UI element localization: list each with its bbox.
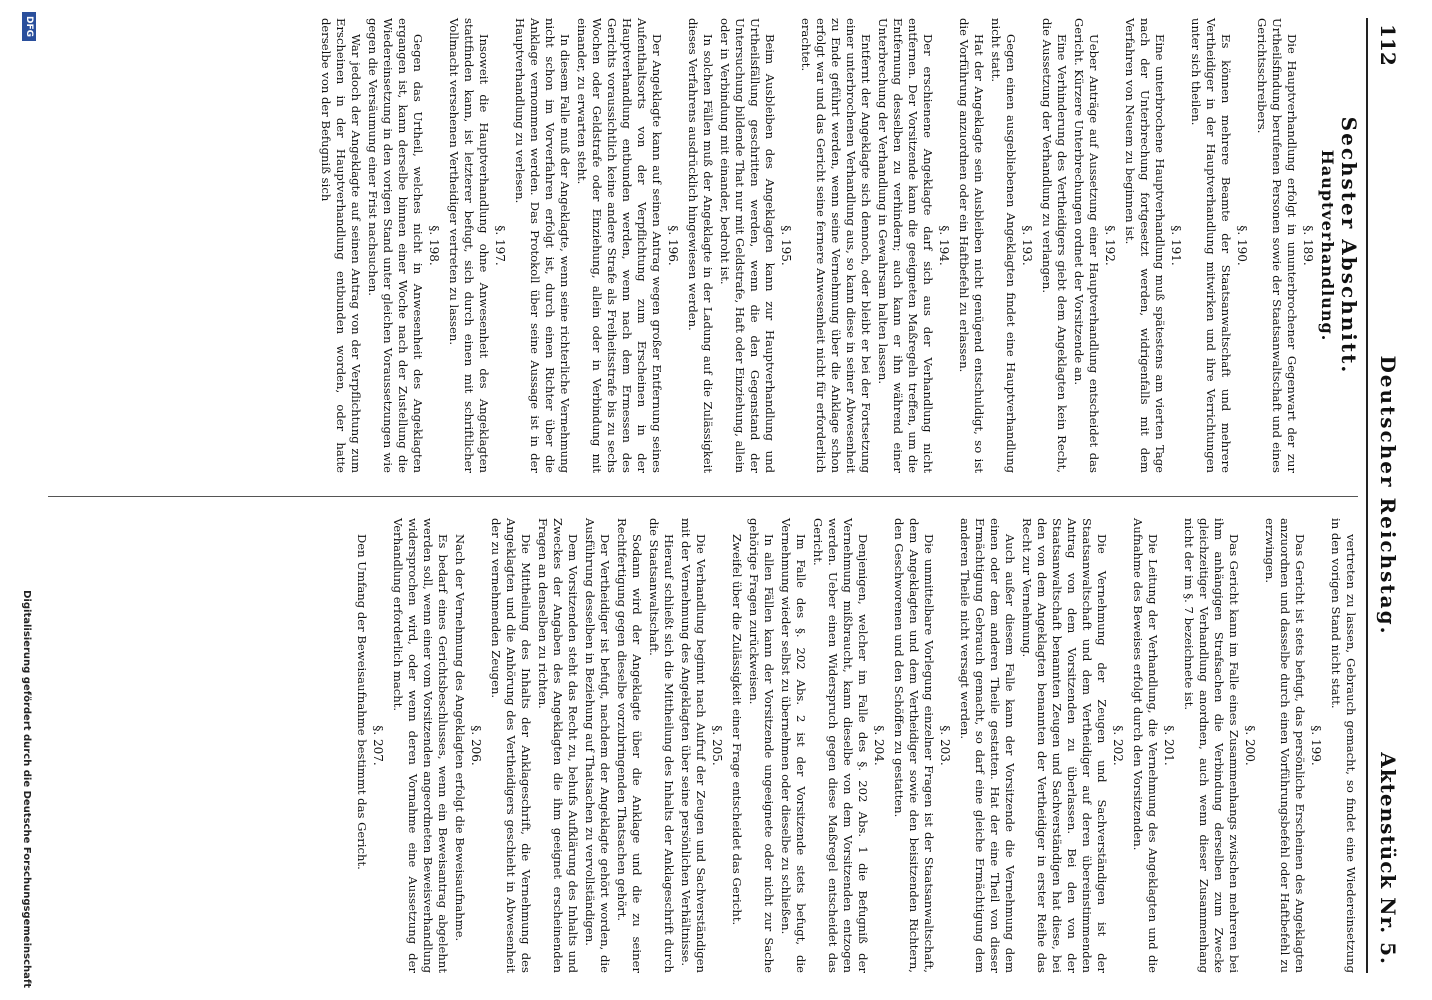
paragraph: Dem Vorsitzenden steht das Recht zu, behufs Aufklärung des Inhalts und Zweckes der Angaben des Angeklagten die ihm geeignet erscheinenden Fragen an denselben zu richten. bbox=[536, 518, 580, 973]
paragraph: Beim Ausbleiben des Angeklagten kann zur Hauptverhandlung und Urtheilsfällung geschritten werden, wenn die den Gegenstand der Untersuchung bildende That nur mit Geldstrafe, Haft oder Einziehung, allein oder in Verbindung mit einander, bedroht ist. bbox=[718, 18, 777, 473]
paragraph: Der erschienene Angeklagte darf sich aus der Verhandlung nicht entfernen. Der Vorsitzende kann die geeigneten Maßregeln treffen, um die Entfernung desselben zu verhindern; auch kann er ihn während einer Unterbrechung der Verhandlung in Gewahrsam halten lassen. bbox=[876, 18, 935, 473]
paragraph: Es können mehrere Beamte der Staatsanwaltschaft und mehrere Vertheidiger in der Hauptverhandlung mitwirken und ihre Verrichtungen unter sich theilen. bbox=[1189, 18, 1233, 473]
paragraph: Die Hauptverhandlung erfolgt in ununterbrochener Gegenwart der zur Urtheilsfindung berufenen Personen sowie der Staatsanwaltschaft und eines Gerichtsschreibers. bbox=[1255, 18, 1299, 473]
paragraph-number: §. 189. bbox=[1301, 225, 1315, 266]
paragraph: War jedoch der Angeklagte auf seinen Antrag von der Verpflichtung zum Erscheinen in der Hauptverhandlung entbunden worden, oder hatte derselbe von der Befugniß sich bbox=[319, 18, 363, 473]
dfg-logo: DFG bbox=[22, 12, 36, 41]
digitization-note: Digitalisierung gefördert durch die Deutsche Forschungsgemeinschaft bbox=[21, 590, 32, 988]
paragraph: Gegen einen ausgebliebenen Angeklagten findet eine Hauptverhandlung nicht statt. bbox=[989, 18, 1018, 473]
section-title: Hauptverhandlung. bbox=[1318, 149, 1337, 342]
paragraph-number: §. 196. bbox=[666, 225, 680, 266]
paragraph-number: §. 206. bbox=[469, 725, 483, 766]
paragraph: Sodann wird der Angeklagte über die Anklage und die zu seiner Rechtfertigung gegen dieselbe vorzubringenden Thatsachen gehört. bbox=[615, 518, 644, 973]
paragraph: Eine unterbrochene Hauptverhandlung muß spätestens am vierten Tage nach der Unterbrechung fortgesetzt werden, widrigenfalls mit dem Verfahren von Neuem zu beginnen ist. bbox=[1123, 18, 1167, 473]
paragraph: Die Verhandlung beginnt nach Aufruf der Zeugen und Sachverständigen mit der Vernehmung des Angeklagten über seine persönlichen Verhältnisse. bbox=[679, 518, 708, 973]
paragraph-number: §. 204. bbox=[872, 725, 886, 766]
paragraph-number: §. 198. bbox=[427, 225, 441, 266]
paragraph: Der Vertheidiger ist befugt, nachdem der Angeklagte gehört worden, die Ausführung desselben in Beziehung auf Thatsachen zu vervollständigen. bbox=[583, 518, 612, 973]
paragraph: Insoweit die Hauptverhandlung ohne Anwesenheit des Angeklagten stattfinden kann, ist letzterer befugt, sich durch einen mit schriftlicher Vollmacht versehenen Vertheidiger vertreten zu lassen. bbox=[447, 18, 491, 473]
header-rule bbox=[1366, 18, 1368, 973]
paragraph: vertreten zu lassen, Gebrauch gemacht, so findet eine Wiedereinsetzung in den vorigen Stand nicht statt. bbox=[1329, 518, 1358, 973]
paragraph-number: §. 190. bbox=[1235, 225, 1249, 266]
paragraph-number: §. 197. bbox=[493, 225, 507, 266]
paragraph-number: §. 193. bbox=[1020, 225, 1034, 266]
paragraph: Das Gericht ist stets befugt, das persönliche Erscheinen des Angeklagten anzuordnen und dasselbe durch einen Vorführungsbefehl oder Haftbefehl zu erzwingen. bbox=[1263, 518, 1307, 973]
paragraph: Die Leitung der Verhandlung, die Vernehmung des Angeklagten und die Aufnahme des Beweises erfolgt durch den Vorsitzenden. bbox=[1131, 518, 1160, 973]
paragraph-number: §. 207. bbox=[371, 725, 385, 766]
paragraph: Die Mittheilung des Inhalts der Anklageschrift, die Vernehmung des Angeklagten und die Anhörung des Vertheidigers geschieht in Abwesenheit der zu vernehmenden Zeugen. bbox=[489, 518, 533, 973]
paragraph: In allen Fällen kann der Vorsitzende ungeeignete oder nicht zur Sache gehörige Fragen zurückweisen. bbox=[747, 518, 776, 973]
chapter-heading: Sechster Abschnitt. bbox=[1337, 116, 1361, 375]
paragraph-number: §. 195. bbox=[779, 225, 793, 266]
paragraph: Es bedarf eines Gerichtsbeschlusses, wenn ein Beweisantrag abgelehnt werden soll, wenn einer vom Vorsitzenden angeordneten Beweisverhandlung widersprochen wird, oder wenn deren Vornahme eine Aussetzung der Verhandlung erforderlich macht. bbox=[391, 518, 450, 973]
paragraph: Die Vernehmung der Zeugen und Sachverständigen ist der Staatsanwaltschaft und dem Vertheidiger auf deren übereinstimmenden Antrag von dem Vorsitzenden zu überlassen. Bei den von der Staatsanwaltschaft benannten Zeugen und Sachverständigen hat diese, bei den von dem Angeklagten benannten der Vertheidiger in erster Reihe das Recht zur Vernehmung. bbox=[1020, 518, 1109, 973]
right-text-column bbox=[48, 518, 1358, 973]
paragraph-number: §. 200. bbox=[1243, 725, 1257, 766]
paragraph: Im Falle des §. 202 Abs. 2 ist der Vorsitzende stets befugt, die Vernehmung wieder selbst zu übernehmen oder dieselbe zu schließen. bbox=[779, 518, 808, 973]
paragraph: Ueber Anträge auf Aussetzung einer Hauptverhandlung entscheidet das Gericht. Kürzere Unterbrechungen ordnet der Vorsitzende an. bbox=[1072, 18, 1101, 473]
digitization-footer bbox=[4, 0, 44, 1000]
paragraph: Entfernt der Angeklagte sich dennoch, oder bleibt er bei der Fortsetzung einer unterbrochenen Verhandlung aus, so kann diese in seiner Abwesenheit zu Ende geführt werden, wenn seine Vernehmung über die Anklage schon erfolgt war und das Gericht seine fernere Anwesenheit nicht für erforderlich erachtet. bbox=[799, 18, 873, 473]
paragraph-number: §. 191. bbox=[1169, 225, 1183, 266]
running-header bbox=[1368, 18, 1408, 973]
paragraph: Der Angeklagte kann auf seinen Antrag wegen großer Entfernung seines Aufenthaltsorts von der Verpflichtung zum Erscheinen in der Hauptverhandlung entbunden werden, wenn nach dem Ermessen des Gerichts voraussichtlich keine andere Strafe als Freiheitsstrafe bis zu sechs Wochen oder Geldstrafe oder Einziehung, allein oder in Verbindung mit einander, zu erwarten steht. bbox=[575, 18, 664, 473]
paragraph-number: §. 203. bbox=[938, 725, 952, 766]
paragraph-number: §. 199. bbox=[1309, 725, 1323, 766]
paragraph: Eine Verhinderung des Vertheidigers giebt dem Angeklagten kein Recht, die Aussetzung der Verhandlung zu verlangen. bbox=[1040, 18, 1069, 473]
running-title: Deutscher Reichstag. bbox=[1376, 355, 1400, 636]
left-text-column bbox=[48, 18, 1361, 473]
paragraph-number: §. 192. bbox=[1103, 225, 1117, 266]
paragraph: Gegen das Urtheil, welches nicht in Anwesenheit des Angeklagten ergangen ist, kann derselbe binnen einer Woche nach der Zustellung die Wiedereinsetzung in den vorigen Stand unter gleichen Voraussetzungen wie gegen die Versäumung einer Frist nachsuchen. bbox=[366, 18, 425, 473]
document-reference: Aktenstück Nr. 5. bbox=[1376, 752, 1400, 965]
paragraph: Hat der Angeklagte sein Ausbleiben nicht genügend entschuldigt, so ist die Vorführung anzuordnen oder ein Haftbefehl zu erlassen. bbox=[957, 18, 986, 473]
paragraph: Denjenigen, welcher im Falle des §. 202 Abs. 1 die Befugniß der Vernehmung mißbraucht, kann dieselbe von dem Vorsitzenden entzogen werden. Ueber einen Widerspruch gegen diese Maßregel entscheidet das Gericht. bbox=[811, 518, 870, 973]
paragraph: Zweifel über die Zulässigkeit einer Frage entscheidet das Gericht. bbox=[730, 534, 744, 926]
column-divider bbox=[48, 496, 1358, 497]
paragraph-number: §. 205. bbox=[710, 725, 724, 766]
paragraph: Auch außer diesem Falle kann der Vorsitzende die Vernehmung dem einen oder dem anderen Theile gestatten. Hat der eine Theil von dieser Ermächtigung Gebrauch gemacht, so darf eine gleiche Ermächtigung dem anderen Theile nicht versagt werden. bbox=[958, 518, 1017, 973]
paragraph: Hierauf schließt sich die Mittheilung des Inhalts der Anklageschrift durch die Staatsanwaltschaft. bbox=[647, 518, 676, 973]
paragraph-number: §. 201. bbox=[1162, 725, 1176, 766]
paragraph-number: §. 194. bbox=[937, 225, 951, 266]
document-sheet bbox=[28, 18, 1408, 973]
paragraph: Den Umfang der Beweisaufnahme bestimmt das Gericht. bbox=[355, 534, 369, 870]
paragraph-number: §. 202. bbox=[1111, 725, 1125, 766]
paragraph: Die unmittelbare Vorlegung einzelner Fragen ist der Staatsanwaltschaft, dem Angeklagten und dem Vertheidiger sowie den beisitzenden Richtern, den Geschworenen und den Schöffen zu gestatten. bbox=[892, 518, 936, 973]
page-number: 112 bbox=[1376, 24, 1400, 66]
paragraph: Nach der Vernehmung des Angeklagten erfolgt die Beweisaufnahme. bbox=[453, 534, 467, 942]
paragraph: In diesem Falle muß der Angeklagte, wenn seine richterliche Vernehmung nicht schon im Vorverfahren erfolgt ist, durch einen Richter über die Anklage vernommen werden. Das Protokoll über seine Aussage ist in der Hauptverhandlung zu verlesen. bbox=[513, 18, 572, 473]
paragraph: In solchen Fällen muß der Angeklagte in der Ladung auf die Zulässigkeit dieses Verfahrens ausdrücklich hingewiesen werden. bbox=[686, 18, 715, 473]
paragraph: Das Gericht kann im Falle eines Zusammenhangs zwischen mehreren bei ihm anhängigen Strafsachen die Verbindung derselben zum Zwecke gleichzeitiger Verhandlung anordnen, auch wenn dieser Zusammenhang nicht der im §. 7 bezeichnete ist. bbox=[1182, 518, 1241, 973]
